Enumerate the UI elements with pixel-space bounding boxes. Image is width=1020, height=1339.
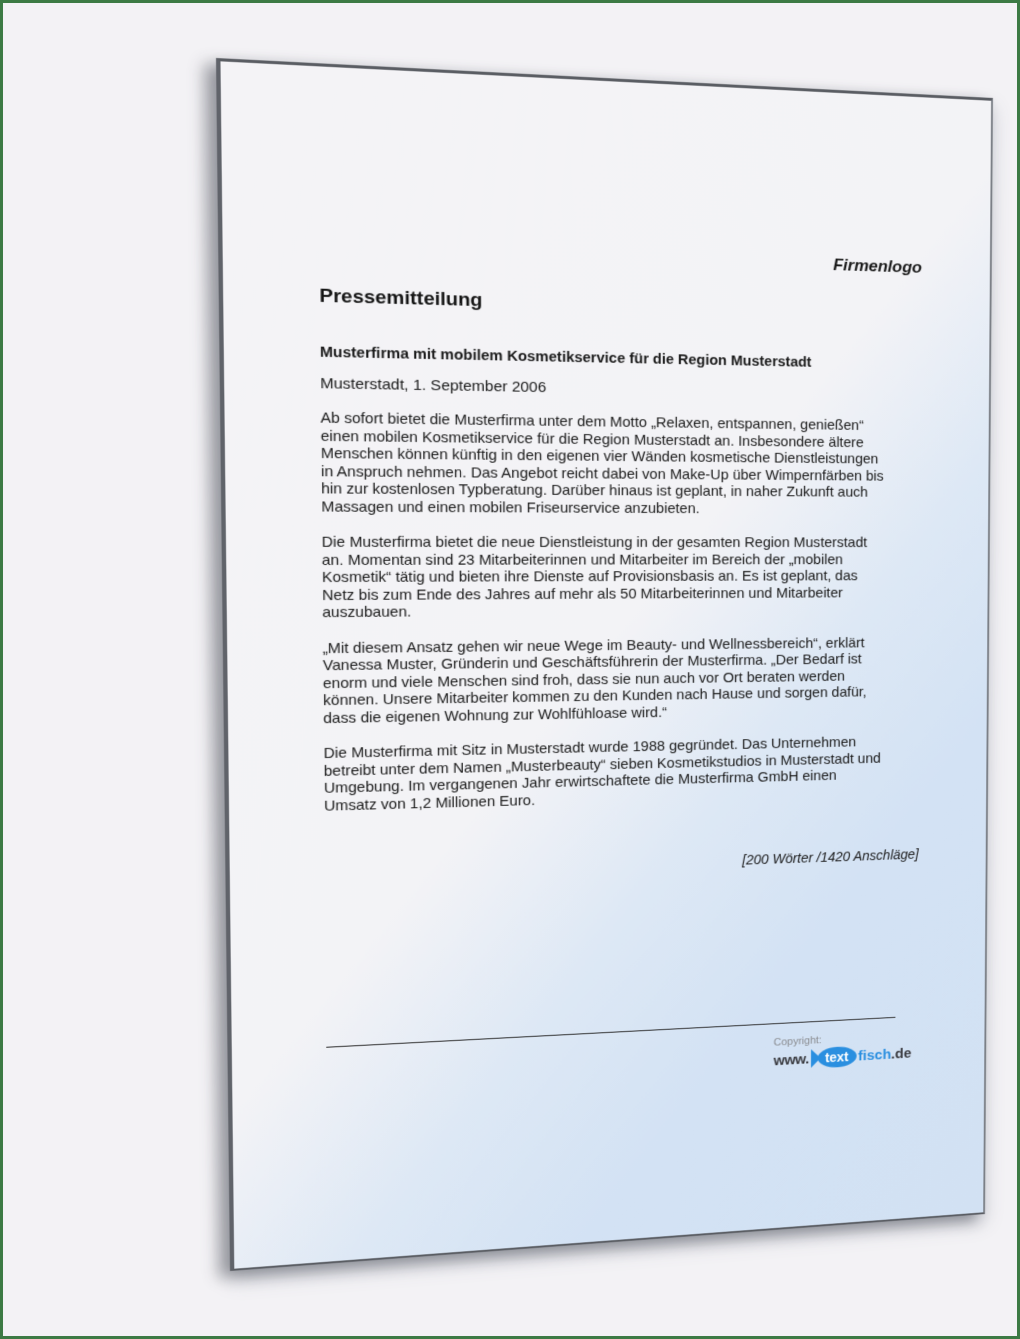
document-title: Pressemitteilung bbox=[319, 285, 483, 312]
word-count-note: [200 Wörter /1420 Anschläge] bbox=[742, 846, 919, 868]
logo-suffix: .de bbox=[891, 1045, 912, 1062]
fish-body-word: text bbox=[817, 1046, 856, 1069]
logo-prefix: www. bbox=[773, 1050, 809, 1069]
paragraph: Die Musterfirma bietet die neue Dienstleistung in der gesamten Region Musterstadt an. Momentan sind 23 Mitarbeiterinnen und Mitarbeiter im Bereich der „mobilen Kosmetik“ tätig und bieten ihre Dienste auf Provisionsbasis an. Es ist geplant, das Netz bis zum Ende des Jahres auf mehr als 50 Mitarbeiterinnen und Mitarbeiter auszubauen. bbox=[321, 534, 868, 622]
paragraph: „Mit diesem Ansatz gehen wir neue Wege im Beauty- und Wellnessbereich“, erklärt Vanessa Muster, Gründerin und Geschäftsführerin der Musterfirma. „Der Bedarf ist enorm und viele Menschen sind froh, dass sie nun auch vor Ort beraten werden können. Unsere Mitarbeiter kommen zu den Kunden nach Hause und sorgen dafür, dass die eigenen Wohnung zur Wohlfühloase wird.“ bbox=[322, 635, 867, 727]
paragraph: Die Musterfirma mit Sitz in Musterstadt wurde 1988 gegründet. Das Unternehmen betreibt unter dem Namen „Musterbeauty“ sieben Kosmetikstudios in Musterstadt und Umgebung. Im vergangenen Jahr erwirtschaftete die Musterfirma GmbH einen Umsatz von 1,2 Millionen Euro. bbox=[323, 735, 881, 815]
company-logo-placeholder: Firmenlogo bbox=[833, 255, 923, 277]
dateline: Musterstadt, 1. September 2006 bbox=[320, 375, 547, 397]
document-body bbox=[320, 345, 889, 834]
fish-icon bbox=[811, 1046, 857, 1069]
document-page bbox=[216, 58, 993, 1271]
press-headline: Musterfirma mit mobilem Kosmetikservice für die Region Musterstadt bbox=[319, 344, 812, 371]
logo-word: fisch bbox=[858, 1046, 892, 1064]
copyright-block bbox=[774, 1029, 926, 1071]
paragraph: Ab sofort bietet die Musterfirma unter dem Motto „Relaxen, entspannen, genießen“ einen mobilen Kosmetikservice für die Region Musterstadt an. Insbesondere ältere Menschen können künftig in den eigenen vier Wänden kosmetische Dienstleistungen in Anspruch nehmen. Das Angebot reicht dabei von Make-Up über Wimpernfärben bis hin zur kostenlosen Typberatung. Darüber hinaus ist geplant, in naher Zukunft auch Massagen und einen mobilen Friseurservice anzubieten. bbox=[320, 410, 884, 517]
copyright-label: Copyright: bbox=[773, 1034, 822, 1049]
